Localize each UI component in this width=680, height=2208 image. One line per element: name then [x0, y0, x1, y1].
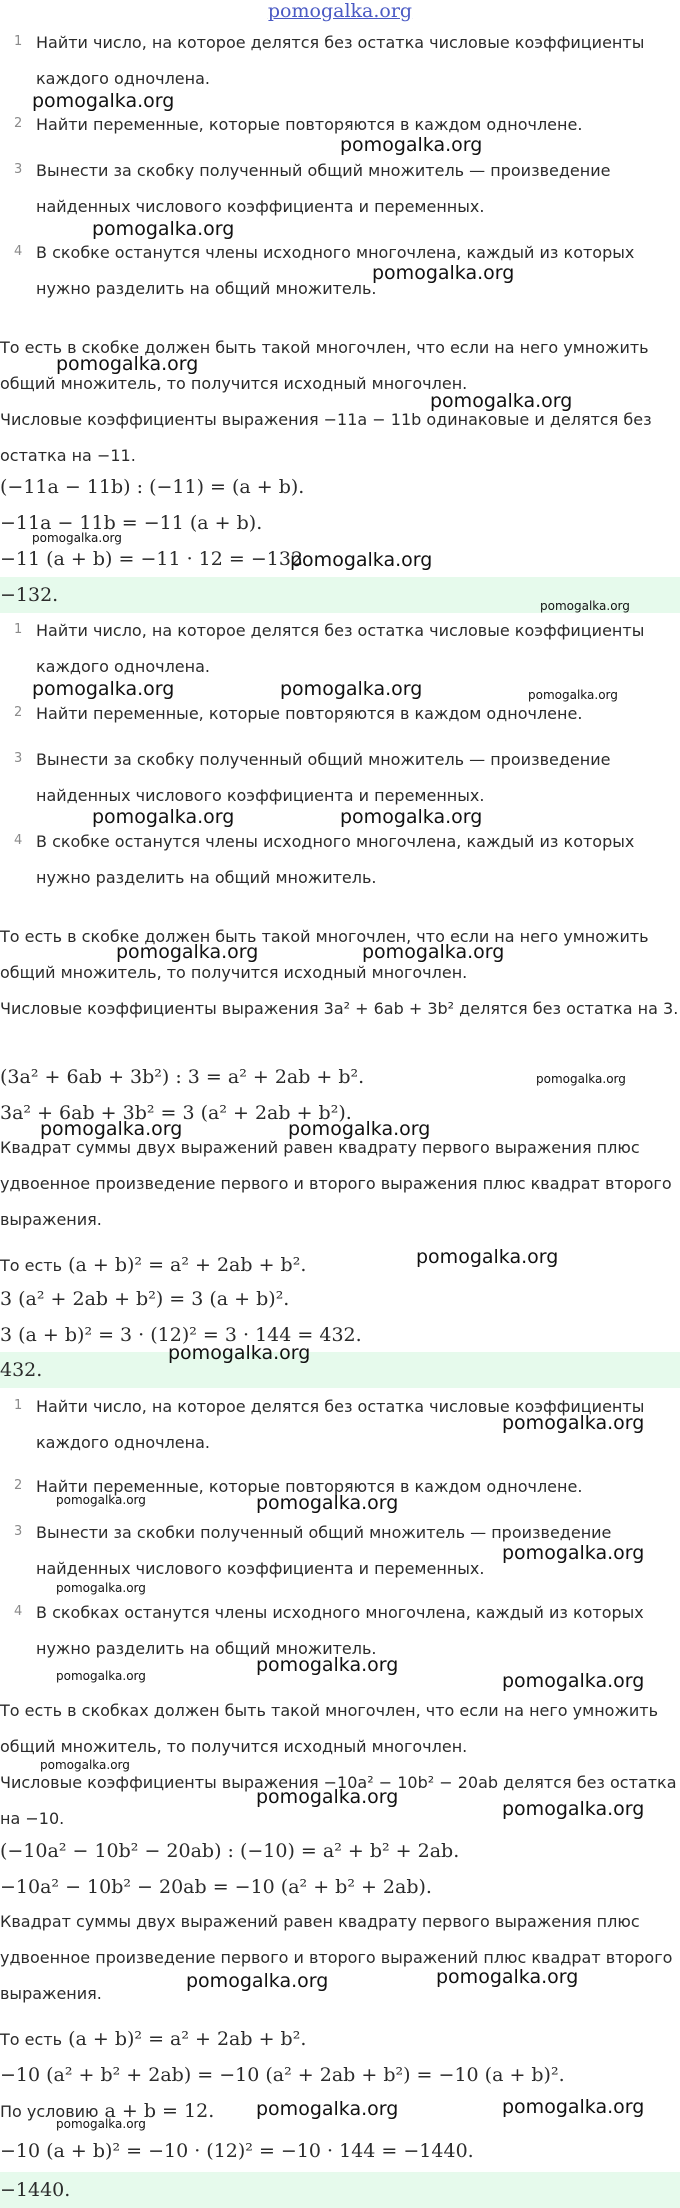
watermark-text: pomogalka.org	[116, 941, 259, 963]
math-prefix: То есть	[0, 2030, 63, 2049]
watermark-text: pomogalka.org	[372, 262, 515, 284]
answer-row: −132.	[0, 577, 680, 613]
explanation-paragraph: То есть в скобке должен быть такой многочлен, что если на него умножить общий множитель, то получится исходный многочлен.	[0, 338, 649, 393]
answer-row: 432.	[0, 1352, 680, 1388]
step-text: Найти переменные, которые повторяются в каждом одночлене.	[36, 115, 583, 134]
watermark-text: pomogalka.org	[502, 1798, 645, 1820]
watermark-text: pomogalka.org	[340, 134, 483, 156]
watermark-text: pomogalka.org	[32, 90, 175, 112]
watermark-text: pomogalka.org	[186, 1970, 329, 1992]
condition-prefix: По условию	[0, 2102, 99, 2121]
step-number: 3	[14, 1524, 23, 1539]
watermark-text: pomogalka.org	[362, 941, 505, 963]
step-text: Вынести за скобки полученный общий множитель — произведение найденных числового коэффициента и переменных.	[36, 1523, 612, 1578]
step-text: В скобках останутся члены исходного многочлена, каждый из которых нужно разделить на общий множитель.	[36, 1603, 644, 1658]
math-expression: (a + b)² = a² + 2ab + b².	[68, 2028, 307, 2050]
watermark-text: pomogalka.org	[502, 2096, 645, 2118]
watermark-text: pomogalka.org	[416, 1246, 559, 1268]
watermark-text: pomogalka.org	[92, 218, 235, 240]
watermark-text: pomogalka.org	[502, 1670, 645, 1692]
math-line: (3a² + 6ab + 3b²) : 3 = a² + 2ab + b².	[0, 1066, 365, 1088]
watermark-text: pomogalka.org	[290, 549, 433, 571]
watermark-text: pomogalka.org	[32, 531, 122, 545]
step-text: Найти число, на которое делятся без остатка числовые коэффициенты каждого одночлена.	[36, 33, 645, 88]
square-sum-paragraph: Квадрат суммы двух выражений равен квадрату первого выражения плюс удвоенное произведение первого и второго выражения плюс квадрат второго выражения.	[0, 1138, 672, 1229]
math-expression: (a + b)² = a² + 2ab + b².	[68, 1254, 307, 1276]
math-line: −10a² − 10b² − 20ab = −10 (a² + b² + 2ab).	[0, 1876, 432, 1898]
math-line: −10 (a² + b² + 2ab) = −10 (a² + 2ab + b²) = −10 (a + b)².	[0, 2064, 565, 2086]
step-number: 3	[14, 162, 23, 177]
coefficient-paragraph: Числовые коэффициенты выражения 3a² + 6ab + 3b² делятся без остатка на 3.	[0, 999, 679, 1018]
step-number: 1	[14, 622, 23, 637]
math-line: 3 (a² + 2ab + b²) = 3 (a + b)².	[0, 1288, 290, 1310]
step-number: 1	[14, 34, 23, 49]
math-line: −10 (a + b)² = −10 · (12)² = −10 · 144 = −1440.	[0, 2140, 474, 2162]
watermark-text: pomogalka.org	[40, 1758, 130, 1772]
watermark-text: pomogalka.org	[528, 688, 618, 702]
step-text: Найти переменные, которые повторяются в каждом одночлене.	[36, 1477, 583, 1496]
step-text: Вынести за скобку полученный общий множитель — произведение найденных числового коэффициента и переменных.	[36, 750, 611, 805]
math-line: −11 (a + b) = −11 · 12 = −132	[0, 548, 304, 570]
watermark-text: pomogalka.org	[536, 1072, 626, 1086]
watermark-text: pomogalka.org	[56, 1493, 146, 1507]
watermark-text: pomogalka.org	[56, 2117, 146, 2131]
answer-row: −1440.	[0, 2172, 680, 2208]
math-line	[0, 2028, 306, 2050]
step-number: 2	[14, 116, 23, 131]
coefficient-paragraph: Числовые коэффициенты выражения −10a² − 10b² − 20ab делятся без остатка на −10.	[0, 1773, 677, 1828]
step-number: 4	[14, 833, 23, 848]
watermark-text: pomogalka.org	[92, 806, 235, 828]
math-line: (−10a² − 10b² − 20ab) : (−10) = a² + b² + 2ab.	[0, 1840, 460, 1862]
watermark-text: pomogalka.org	[256, 1654, 399, 1676]
math-line: −11a − 11b = −11 (a + b).	[0, 512, 263, 534]
step-text: Вынести за скобку полученный общий множитель — произведение найденных числового коэффициента и переменных.	[36, 161, 611, 216]
step-text: Найти число, на которое делятся без остатка числовые коэффициенты каждого одночлена.	[36, 1397, 645, 1452]
coefficient-paragraph: Числовые коэффициенты выражения −11a − 11b одинаковые и делятся без остатка на −11.	[0, 410, 652, 465]
watermark-text: pomogalka.org	[540, 599, 630, 613]
step-number: 4	[14, 1604, 23, 1619]
square-sum-paragraph: Квадрат суммы двух выражений равен квадрату первого выражения плюс удвоенное произведение первого и второго выражений плюс квадрат второго выражения.	[0, 1912, 673, 2003]
math-line: 3 (a + b)² = 3 · (12)² = 3 · 144 = 432.	[0, 1324, 362, 1346]
math-line	[0, 1254, 306, 1276]
watermark-text: pomogalka.org	[502, 1542, 645, 1564]
watermark-text: pomogalka.org	[256, 1786, 399, 1808]
watermark-text: pomogalka.org	[256, 1492, 399, 1514]
math-line: 3a² + 6ab + 3b² = 3 (a² + 2ab + b²).	[0, 1102, 352, 1124]
watermark-text: pomogalka.org	[56, 1581, 146, 1595]
watermark-text: pomogalka.org	[40, 1118, 183, 1140]
step-text: Найти число, на которое делятся без остатка числовые коэффициенты каждого одночлена.	[36, 621, 645, 676]
watermark-text: pomogalka.org	[288, 1118, 431, 1140]
watermark-text: pomogalka.org	[56, 1669, 146, 1683]
step-text: Найти переменные, которые повторяются в каждом одночлене.	[36, 704, 583, 723]
step-text: В скобке останутся члены исходного многочлена, каждый из которых нужно разделить на общий множитель.	[36, 832, 635, 887]
watermark-text: pomogalka.org	[436, 1966, 579, 1988]
step-number: 3	[14, 751, 23, 766]
step-number: 2	[14, 705, 23, 720]
watermark-text: pomogalka.org	[256, 2098, 399, 2120]
explanation-paragraph: То есть в скобке должен быть такой многочлен, что если на него умножить общий множитель, то получится исходный многочлен.	[0, 927, 649, 982]
math-line: (−11a − 11b) : (−11) = (a + b).	[0, 476, 305, 498]
step-text: В скобке останутся члены исходного многочлена, каждый из которых нужно разделить на общий множитель.	[36, 243, 635, 298]
step-number: 1	[14, 1398, 23, 1413]
explanation-paragraph: То есть в скобках должен быть такой многочлен, что если на него умножить общий множитель, то получится исходный многочлен.	[0, 1701, 659, 1756]
watermark-text: pomogalka.org	[168, 1342, 311, 1364]
step-number: 4	[14, 244, 23, 259]
condition-expression: a + b = 12.	[104, 2100, 215, 2122]
step-number: 2	[14, 1478, 23, 1493]
top-watermark-link[interactable]: pomogalka.org	[267, 0, 413, 22]
watermark-text: pomogalka.org	[56, 353, 199, 375]
math-prefix: То есть	[0, 1256, 63, 1275]
watermark-text: pomogalka.org	[280, 678, 423, 700]
watermark-text: pomogalka.org	[430, 390, 573, 412]
watermark-text: pomogalka.org	[32, 678, 175, 700]
watermark-text: pomogalka.org	[502, 1412, 645, 1434]
watermark-text: pomogalka.org	[340, 806, 483, 828]
